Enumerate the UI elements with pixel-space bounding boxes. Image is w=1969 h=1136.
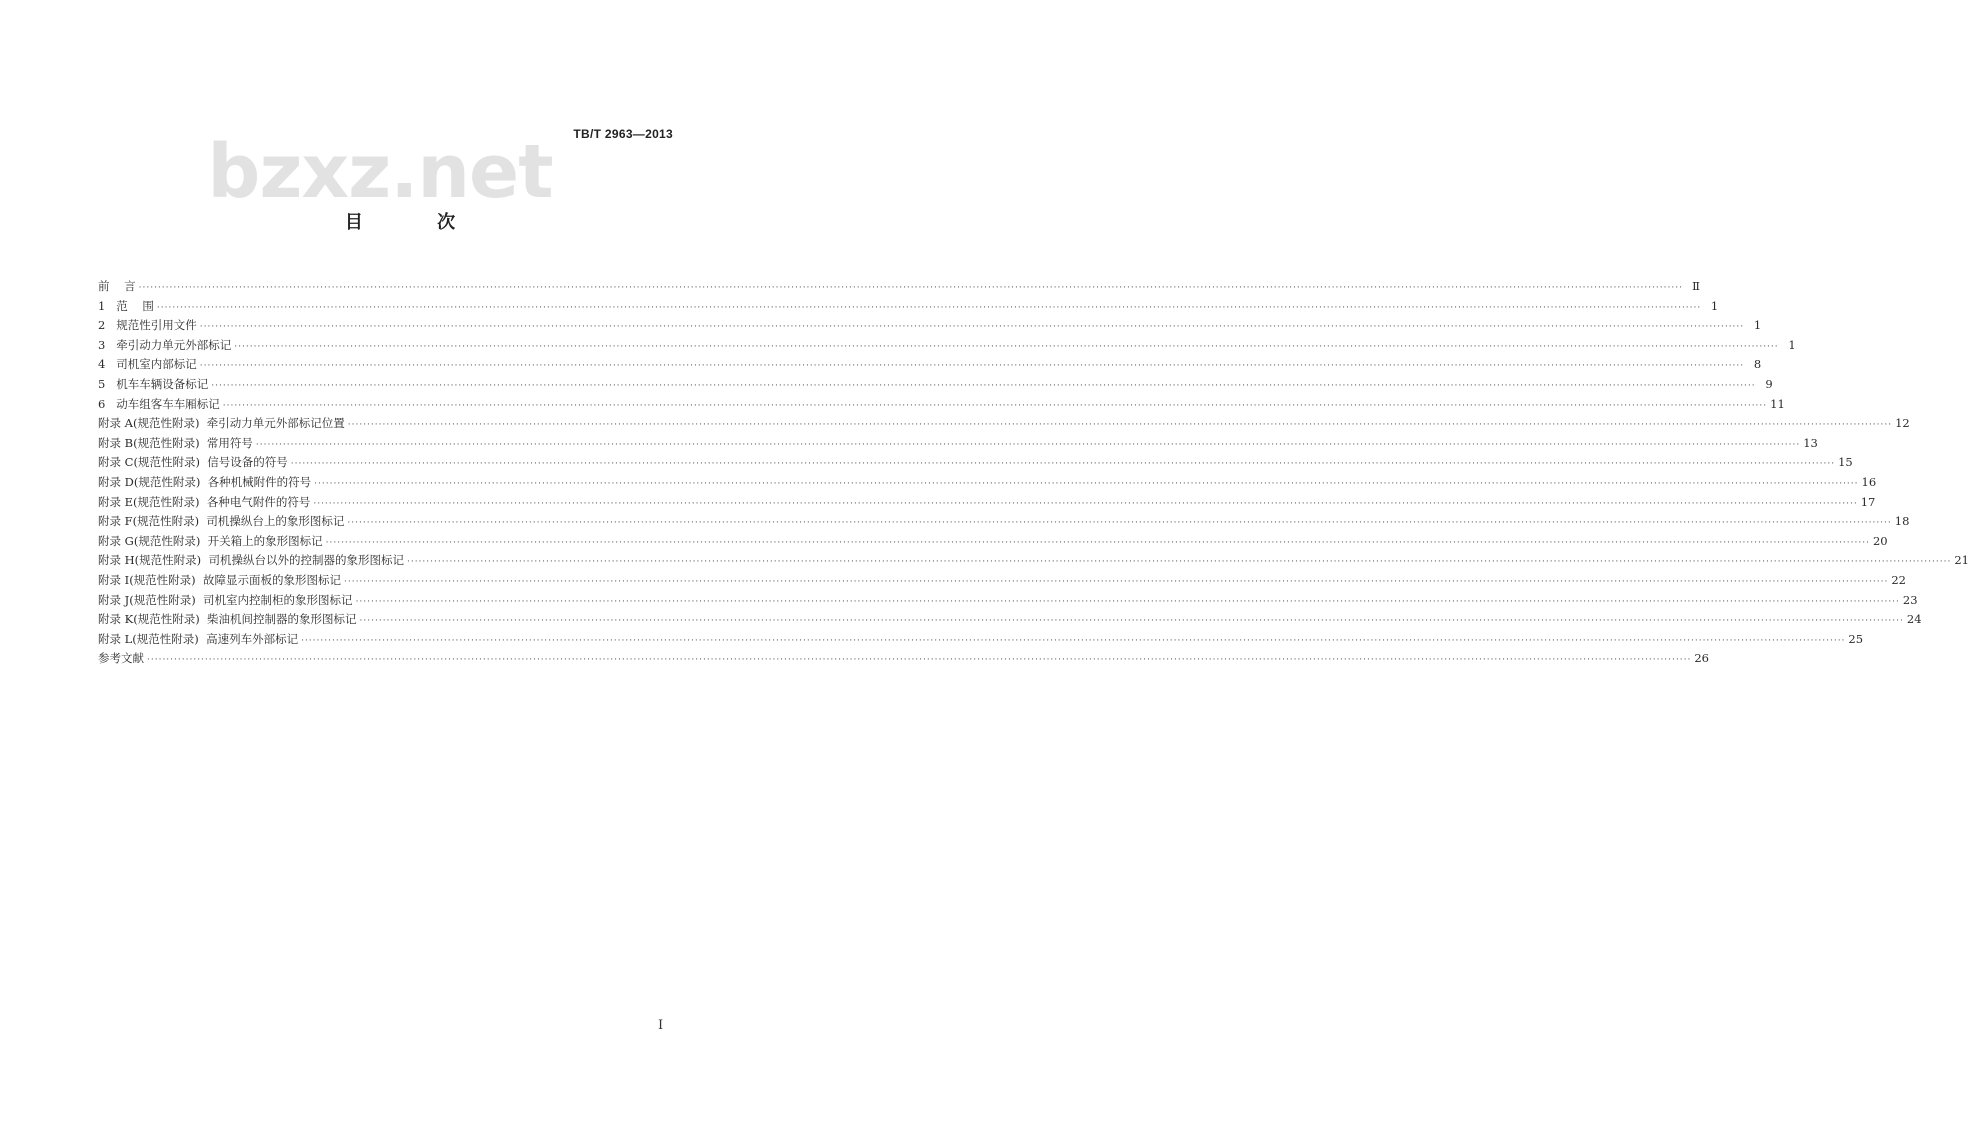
toc-entry-page-number: 17 — [1860, 494, 1876, 509]
toc-entry[interactable] — [98, 493, 1876, 513]
dot-leader: ················································································································································································································································································································································································································ — [290, 459, 1836, 470]
toc-entry-title: 附录 H(规范性附录) 司机操纵台以外的控制器的象形图标记 — [98, 553, 404, 568]
dot-leader: ················································································································································································································································································································································································································ — [199, 361, 1745, 372]
dot-leader: ················································································································································································································································································································································································································ — [314, 478, 1859, 489]
dot-leader: ················································································································································································································································································································································································································ — [255, 439, 1801, 450]
toc-entry-title: 附录 L(规范性附录) 高速列车外部标记 — [98, 631, 299, 646]
watermark-logo: bzxz.net — [207, 129, 553, 215]
toc-entry[interactable] — [98, 297, 1719, 317]
dot-leader: ················································································································································································································································································································································································································ — [359, 616, 1904, 627]
dot-leader: ················································································································································································································································································································································································································ — [347, 518, 1892, 529]
dot-leader: ················································································································································································································································································································································································································ — [343, 576, 1889, 587]
toc-entry-title: 附录 F(规范性附录) 司机操纵台上的象形图标记 — [98, 514, 345, 529]
toc-entry-page-number: 1 — [1788, 337, 1796, 352]
toc-entry-page-number: 18 — [1894, 514, 1910, 529]
toc-entry[interactable] — [98, 316, 1762, 336]
toc-entry-title: 5 机车车辆设备标记 — [98, 376, 209, 391]
toc-entry[interactable] — [98, 532, 1888, 552]
toc-entry[interactable] — [98, 414, 1910, 434]
toc-entry[interactable] — [98, 649, 1709, 669]
toc-entry-title: 附录 E(规范性附录) 各种电气附件的符号 — [98, 494, 311, 509]
toc-entry-page-number: 25 — [1848, 631, 1864, 646]
dot-leader: ················································································································································································································································································································································································································ — [325, 537, 1870, 548]
toc-entry-page-number: 9 — [1765, 376, 1773, 391]
toc-entry[interactable] — [98, 336, 1796, 356]
toc-entry-page-number: 24 — [1906, 612, 1922, 627]
toc-entry-page-number: 23 — [1902, 592, 1918, 607]
page-title: 目 次 — [344, 212, 490, 233]
dot-leader: ················································································································································································································································································································································································································ — [347, 420, 1893, 431]
toc-entry-title: 1 范 围 — [98, 298, 154, 313]
document-code: TB/T 2963—2013 — [573, 127, 673, 141]
toc-entry-title: 6 动车组客车车厢标记 — [98, 396, 220, 411]
dot-leader: ················································································································································································································································································································································································································ — [234, 341, 1779, 352]
toc-entry[interactable] — [98, 434, 1818, 454]
toc-entry[interactable] — [98, 453, 1853, 473]
toc-entry[interactable] — [98, 355, 1762, 375]
toc-entry-page-number: 11 — [1770, 396, 1785, 411]
dot-leader: ················································································································································································································································································································································································································ — [313, 498, 1858, 509]
toc-entry-page-number: 13 — [1803, 435, 1818, 450]
dot-leader: ················································································································································································································································································································································································································ — [156, 302, 1702, 313]
dot-leader: ················································································································································································································································································································································································································ — [222, 400, 1768, 411]
toc-entry[interactable] — [98, 473, 1877, 493]
toc-entry-title: 附录 B(规范性附录) 常用符号 — [98, 435, 253, 450]
toc-entry-title: 前 言 — [98, 279, 136, 293]
toc-entry-page-number: 20 — [1872, 533, 1888, 548]
table-of-contents — [98, 277, 1969, 669]
dot-leader: ················································································································································································································································································································································································································ — [406, 557, 1952, 568]
toc-entry-page-number: 16 — [1861, 474, 1877, 489]
toc-entry[interactable] — [98, 591, 1918, 611]
toc-entry-title: 附录 J(规范性附录) 司机室内控制柜的象形图标记 — [98, 592, 353, 607]
toc-entry-title: 附录 A(规范性附录) 牵引动力单元外部标记位置 — [98, 416, 345, 431]
dot-leader: ················································································································································································································································································································································································································ — [211, 380, 1756, 391]
toc-entry-page-number: 21 — [1954, 553, 1969, 568]
toc-entry-title: 4 司机室内部标记 — [98, 357, 197, 372]
toc-entry-title: 参考文献 — [98, 651, 144, 666]
toc-entry-page-number: Ⅱ — [1692, 279, 1700, 293]
toc-entry-title: 附录 G(规范性附录) 开关箱上的象形图标记 — [98, 533, 323, 548]
toc-entry[interactable] — [98, 610, 1922, 630]
page-number: I — [658, 1018, 664, 1033]
dot-leader: ················································································································································································································································································································································································································ — [355, 596, 1900, 607]
toc-entry[interactable] — [98, 512, 1910, 532]
toc-entry-page-number: 12 — [1895, 416, 1910, 431]
toc-entry-page-number: 1 — [1710, 298, 1719, 313]
toc-entry-page-number: 26 — [1694, 651, 1709, 666]
toc-entry-title: 2 规范性引用文件 — [98, 318, 197, 333]
toc-entry[interactable] — [98, 571, 1906, 591]
dot-leader: ················································································································································································································································································································································································································ — [301, 635, 1846, 646]
toc-entry-page-number: 15 — [1838, 455, 1853, 470]
dot-leader: ················································································································································································································································································································································································································ — [147, 655, 1692, 666]
toc-entry[interactable] — [98, 551, 1969, 571]
dot-leader: ················································································································································································································································································································································································································ — [199, 322, 1745, 333]
toc-entry-page-number: 22 — [1891, 572, 1906, 587]
toc-entry[interactable] — [98, 277, 1700, 297]
toc-entry-title: 附录 K(规范性附录) 柴油机间控制器的象形图标记 — [98, 612, 357, 627]
toc-entry-page-number: 1 — [1753, 318, 1762, 333]
toc-entry[interactable] — [98, 375, 1773, 395]
toc-entry-title: 附录 D(规范性附录) 各种机械附件的符号 — [98, 474, 312, 489]
toc-entry-title: 3 牵引动力单元外部标记 — [98, 337, 232, 352]
toc-entry-page-number: 8 — [1753, 357, 1762, 372]
toc-entry[interactable] — [98, 395, 1785, 415]
dot-leader: ················································································································································································································································································································································································································ — [138, 283, 1683, 293]
toc-entry-title: 附录 I(规范性附录) 故障显示面板的象形图标记 — [98, 572, 341, 587]
toc-entry[interactable] — [98, 630, 1864, 650]
toc-entry-title: 附录 C(规范性附录) 信号设备的符号 — [98, 455, 288, 470]
